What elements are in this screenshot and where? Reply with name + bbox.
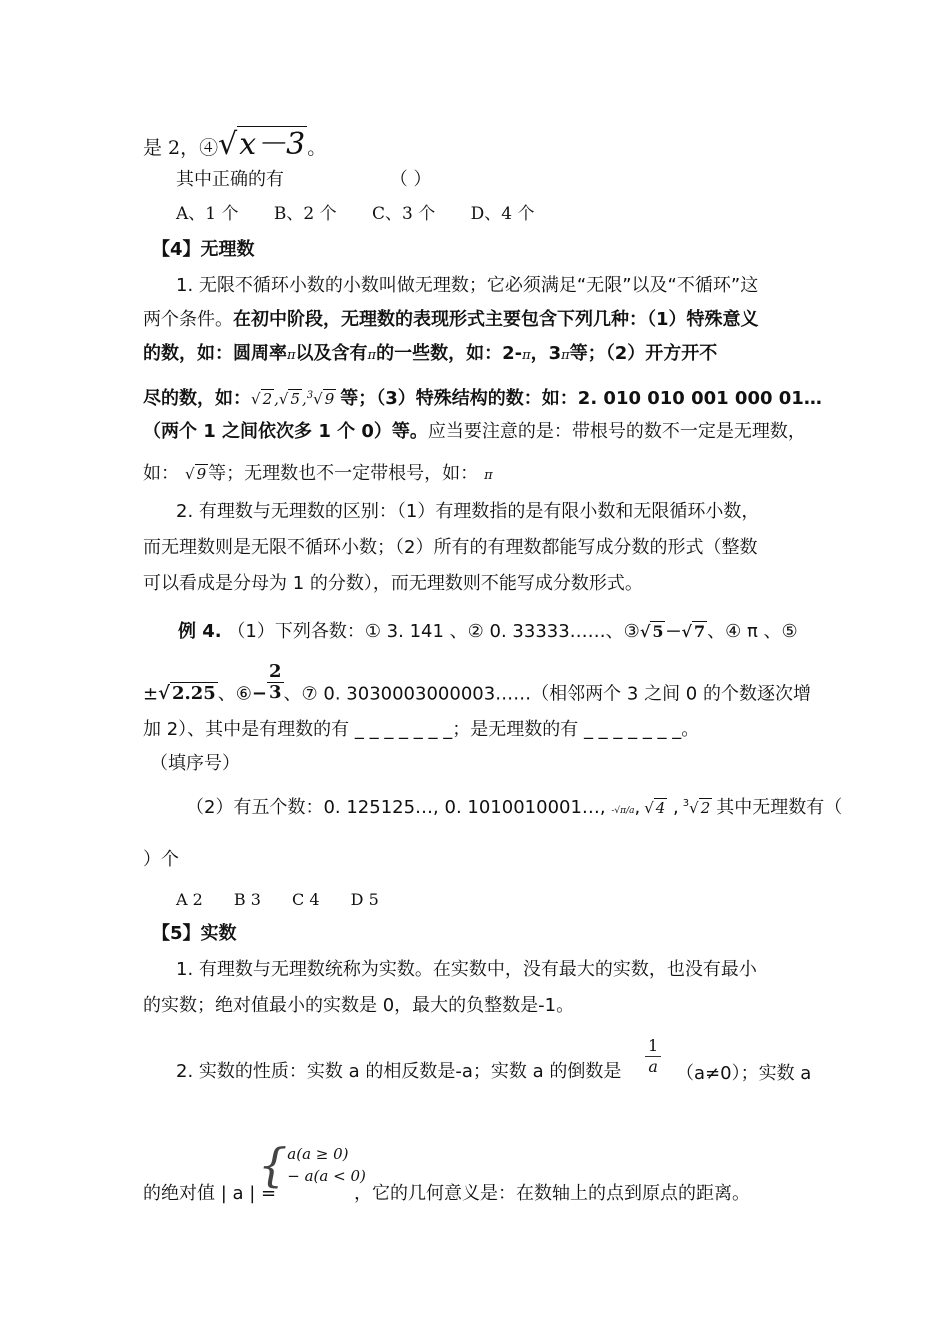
section-4-title: 【4】无理数 <box>152 239 255 260</box>
sec4-p1-line6-b: 等；无理数也不一定带根号，如： <box>208 463 479 484</box>
top-suffix: 。 <box>307 137 327 159</box>
sec5-p1-line1: 1. 有理数与无理数统称为实数。在实数中，没有最大的实数，也没有最小 <box>176 959 757 980</box>
example-4-line3: 加 2）、其中是有理数的有 _ _ _ _ _ _ _；是无理数的有 _ _ _ _ _ _ _。 <box>143 719 700 740</box>
ex4-q2-b: 其中无理数有（ <box>716 797 843 818</box>
top-prefix: 是 2，④ <box>143 137 219 159</box>
sec4-p1-line3-a: 的数，如：圆周率 <box>143 343 287 364</box>
sqrt-list: √ 2 ,√ 5 ,$^3$√ 9 <box>251 390 335 408</box>
example-4-line4: （填序号） <box>150 753 240 774</box>
root-index-3: 3 <box>682 798 690 809</box>
pi-symbol: π <box>561 348 570 363</box>
cbrt-2: √ 2 <box>689 799 711 817</box>
radicand-7: 7 <box>694 622 706 641</box>
example-4-line2 <box>143 661 811 715</box>
reciprocal-numerator: 1 <box>645 1036 661 1057</box>
sec4-p1-line3-b: 以及含有 <box>295 343 368 364</box>
sec4-p1-line2-bold: 在初中阶段，无理数的表现形式主要包含下列几种：（1）特殊意义 <box>233 309 759 330</box>
sec5-p2-line1-tail: （a≠0）；实数 a <box>676 1063 812 1084</box>
plus-minus-sign: ± <box>143 683 159 705</box>
example-4-line1 <box>178 620 798 644</box>
sec4-p1-line3-e: 等；（2）开方开不 <box>569 343 718 364</box>
radicand-2: 2 <box>262 390 273 408</box>
sec5-p2-line1 <box>176 1060 621 1084</box>
sec5-p1-line2: 的实数；绝对值最小的实数是 0，最大的负整数是-1。 <box>143 995 575 1016</box>
sec4-p1-line4 <box>143 384 822 411</box>
neg-sqrt-pi-over-a: -√π/a <box>611 806 635 816</box>
sec4-p2-line3: 可以看成是分母为 1 的分数），而无理数则不能写成分数形式。 <box>143 573 643 594</box>
sec4-p1-line3-c: 的一些数，如：2- <box>376 343 523 364</box>
sec4-p1-line2-plain: 两个条件。 <box>143 309 233 330</box>
sec4-p1-line6 <box>143 462 493 488</box>
sec4-p1-line1: 1. 无限不循环小数的小数叫做无理数；它必须满足“无限”以及“不循环”这 <box>176 275 759 296</box>
pi-symbol: π <box>287 348 296 363</box>
sqrt-x-minus-3: √x－3 <box>218 127 306 162</box>
sqrt-2-25: √ 2.25 <box>158 683 216 705</box>
sec5-p3-line <box>143 1182 276 1206</box>
root-index-3: 3 <box>306 390 314 401</box>
sec4-p1-line4-b: 等；（3）特殊结构的数：如：2. 010 010 001 000 01… <box>340 388 822 409</box>
reciprocal-denominator: a <box>648 1057 658 1076</box>
abs-value-piecewise <box>258 1138 366 1192</box>
sec4-p1-line5-plain: 应当要注意的是：带根号的数不一定是无理数， <box>427 421 806 442</box>
sec4-p1-line5 <box>143 420 806 444</box>
sec4-p2-line1: 2. 有理数与无理数的区别：（1）有理数指的是有限小数和无限循环小数， <box>176 501 760 522</box>
reciprocal-fraction <box>645 1036 661 1077</box>
ex4-option-d: D 5 <box>350 890 379 909</box>
radicand-2-25: 2.25 <box>171 683 216 705</box>
ex4-q2-a: （2）有五个数：0. 125125…, 0. 1010010001…, <box>186 797 612 818</box>
sec5-p3-tail: ，它的几何意义是：在数轴上的点到原点的距离。 <box>354 1183 750 1204</box>
example-4-q2: （2）有五个数：0. 125125…, 0. 1010010001…, -√π/a, √ 4 , $^3$√ 2 其中无理数有（ <box>186 797 843 818</box>
option-b: B、2 个 <box>273 204 337 224</box>
question-text: 其中正确的有 <box>176 169 284 190</box>
radicand-2: 2 <box>700 799 711 817</box>
sec4-p2-line2: 而无理数则是无限不循环小数；（2）所有的有理数都能写成分数的形式（整数 <box>143 537 758 558</box>
radicand-9: 9 <box>324 390 335 408</box>
example-4-options <box>176 888 379 912</box>
example-4-label: 例 4. <box>178 621 222 642</box>
example-4-q2-end: ）个 <box>143 849 179 870</box>
sec4-p1-line3 <box>143 342 717 368</box>
answer-paren: （ ） <box>389 169 432 190</box>
pi-symbol: π <box>522 348 531 363</box>
option-d: D、4 个 <box>470 204 535 224</box>
radicand-5: 5 <box>652 622 664 641</box>
sec4-p1-line6-a: 如： <box>143 463 179 484</box>
frac-numerator: 2 <box>269 661 282 682</box>
ex4-q1-a: （1）下列各数：① 3. 141 、② 0. 33333……、③ <box>227 621 640 642</box>
sec5-p2-a: 2. 实数的性质：实数 a 的相反数是-a；实数 a 的倒数是 <box>176 1061 622 1082</box>
radicand-5: 5 <box>290 390 300 408</box>
ex4-option-b: B 3 <box>233 890 261 909</box>
ex4-q1-d: 、⑦ 0. 3030003000003……（相邻两个 3 之间 0 的个数逐次增 <box>283 683 811 705</box>
sqrt-4: √ 4 <box>644 799 666 817</box>
ex4-option-a: A 2 <box>176 890 203 909</box>
sqrt5-minus-sqrt7: √ 5 －√ 7 <box>639 622 706 641</box>
radicand-9: 9 <box>196 465 207 483</box>
sqrt-9: √ 9 <box>185 465 207 483</box>
sec4-p1-line2 <box>143 308 759 332</box>
option-a: A、1 个 <box>176 204 239 224</box>
option-c: C、3 个 <box>372 204 436 224</box>
question-line <box>176 168 431 192</box>
minus-two-thirds: − $\frac{2}{3}$ <box>251 661 282 705</box>
pi-symbol: π <box>484 468 493 483</box>
options-line <box>176 202 535 226</box>
pi-symbol: π <box>367 348 377 363</box>
sec4-p1-line4-a: 尽的数，如： <box>143 388 251 409</box>
section-5-title: 【5】实数 <box>152 923 237 944</box>
top-line <box>143 127 327 162</box>
left-brace: { <box>258 1138 288 1192</box>
sec5-p3-a: 的绝对值 | a | = <box>143 1183 277 1204</box>
case-negative: − a(a < 0) <box>287 1167 366 1185</box>
case-nonnegative: a(a ≥ 0) <box>287 1145 349 1163</box>
ex4-q1-c: 、⑥ <box>217 683 252 705</box>
sec4-p1-line3-d: ，3 <box>530 343 562 364</box>
radicand-4: 4 <box>655 799 666 817</box>
minus-sign: － <box>665 622 682 641</box>
frac-denominator: 3 <box>269 681 282 703</box>
ex4-option-c: C 4 <box>292 890 320 909</box>
ex4-q1-b: 、④ π 、⑤ <box>707 621 798 642</box>
sec4-p1-line5-bold: （两个 1 之间依次多 1 个 0）等。 <box>143 421 428 442</box>
